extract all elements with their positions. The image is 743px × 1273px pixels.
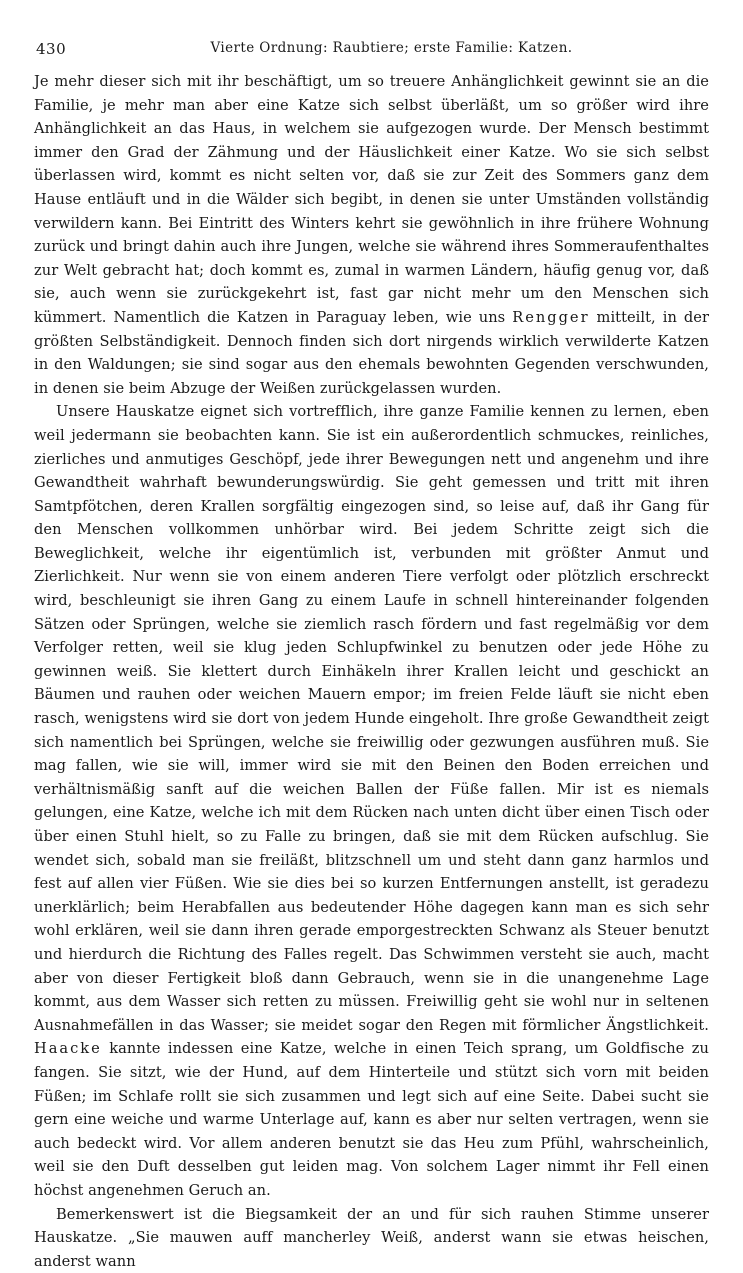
paragraph-1 — [34, 70, 709, 400]
page-number: 430 — [36, 40, 66, 58]
paragraph-text: mitteilt, in der größten Selbständigkeit. Dennoch finden sich dort nirgends wirklich verwilderte Katzen in den Waldungen; sie sind sogar aus den ehemals bewohnten Gegenden verschwunden, in denen sie beim Abzuge der Weißen zurückgelassen wurden. — [34, 309, 709, 397]
paragraph-3 — [34, 1203, 709, 1273]
paragraph-2 — [34, 400, 709, 1202]
paragraph-text: Unsere Hauskatze eignet sich vortrefflich, ihre ganze Familie kennen zu lernen, eben weil jedermann sie beobachten kann. Sie ist ein außerordentlich schmuckes, reinliches, zierliches und anmutiges Geschöpf, jede ihrer Bewegungen nett und angenehm und ihre Gewandtheit wahrhaft bewunderungswürdig. Sie geht gemessen und tritt mit ihren Samtpfötchen, deren Krallen sorgfältig eingezogen sind, so leise auf, daß ihr Gang für den Menschen vollkommen unhörbar wird. Bei jedem Schritte zeigt sich die Beweglichkeit, welche ihr eigentümlich ist, verbunden mit größter Anmut und Zierlichkeit. Nur wenn sie von einem anderen Tiere verfolgt oder plötzlich erschreckt wird, beschleunigt sie ihren Gang zu einem Laufe in schnell hintereinander folgenden Sätzen oder Sprüngen, welche sie ziemlich rasch fördern und fast regelmäßig vor dem Verfolger retten, weil sie klug jeden Schlupfwinkel zu benutzen oder jede Höhe zu gewinnen weiß. Sie klettert durch Einhäkeln ihrer Krallen leicht und geschickt an Bäumen und rauhen oder weichen Mauern empor; im freien Felde läuft sie nicht eben rasch, wenigstens wird sie dort von jedem Hunde eingeholt. Ihre große Gewandtheit zeigt sich namentlich bei Sprüngen, welche sie freiwillig oder gezwungen ausführen muß. Sie mag fallen, wie sie will, immer wird sie mit den Beinen den Boden erreichen und verhältnismäßig sanft auf die weichen Ballen der Füße fallen. Mir ist es niemals gelungen, eine Katze, welche ich mit dem Rücken nach unten dicht über einen Tisch oder über einen Stuhl hielt, so zu Falle zu bringen, daß sie mit dem Rücken aufschlug. Sie wendet sich, sobald man sie freiläßt, blitzschnell um und steht dann ganz harmlos und fest auf allen vier Füßen. Wie sie dies bei so kurzen Entfernungen anstellt, ist geradezu unerklärlich; beim Herabfallen aus bedeutender Höhe dagegen kann man es sich sehr wohl erklären, weil sie dann ihren gerade emporgestreckten Schwanz als Steuer benutzt und hierdurch die Richtung des Falles regelt. Das Schwimmen versteht sie auch, macht aber von dieser Fertigkeit bloß dann Gebrauch, wenn sie in die unangenehme Lage kommt, aus dem Wasser sich retten zu müssen. Freiwillig geht sie wohl nur in seltenen Ausnahmefällen in das Wasser; sie meidet sogar den Regen mit förmlicher Ängstlichkeit. — [34, 403, 709, 1033]
paragraph-text: Bemerkenswert ist die Biegsamkeit der an und für sich rauhen Stimme unserer Hauskatze. „Sie mauwen auff mancherley Weiß, anderst wann sie etwas heischen, anderst wann — [34, 1206, 709, 1270]
paragraph-text: kannte indessen eine Katze, welche in einen Teich sprang, um Goldfische zu fangen. Sie sitzt, wie der Hund, auf dem Hinterteile und stützt sich vorn mit beiden Füßen; im Schlafe rollt sie sich zusammen und legt sich auf eine Seite. Dabei sucht sie gern eine weiche und warme Unterlage auf, kann es aber nur selten vertragen, wenn sie auch bedeckt wird. Vor allem anderen benutzt sie das Heu zum Pfühl, wahrscheinlich, weil sie den Duft desselben gut leiden mag. Von solchem Lager nimmt ihr Fell einen höchst angenehmen Geruch an. — [34, 1040, 709, 1199]
running-head: Vierte Ordnung: Raubtiere; erste Familie: Katzen. — [34, 40, 709, 56]
paragraph-text: Je mehr dieser sich mit ihr beschäftigt, um so treuere Anhänglichkeit gewinnt sie an die Familie, je mehr man aber eine Katze sich selbst überläßt, um so größer wird ihre Anhänglichkeit an das Haus, in welchem sie aufgezogen wurde. Der Mensch bestimmt immer den Grad der Zähmung und der Häuslichkeit einer Katze. Wo sie sich selbst überlassen wird, kommt es nicht selten vor, daß sie zur Zeit des Sommers ganz dem Hause entläuft und in die Wälder sich begibt, in denen sie unter Umständen vollständig verwildern kann. Bei Eintritt des Winters kehrt sie gewöhnlich in ihre frühere Wohnung zurück und bringt dahin auch ihre Jungen, welche sie während ihres Sommeraufenthaltes zur Welt gebracht hat; doch kommt es, zumal in warmen Ländern, häufig genug vor, daß sie, auch wenn sie zurückgekehrt ist, fast gar nicht mehr um den Menschen sich kümmert. Namentlich die Katzen in Paraguay leben, wie uns — [34, 73, 709, 326]
author-name-rengger: Rengger — [512, 309, 589, 326]
page-header — [34, 36, 709, 60]
author-name-haacke: Haacke — [34, 1040, 102, 1057]
body-text — [34, 70, 709, 1273]
